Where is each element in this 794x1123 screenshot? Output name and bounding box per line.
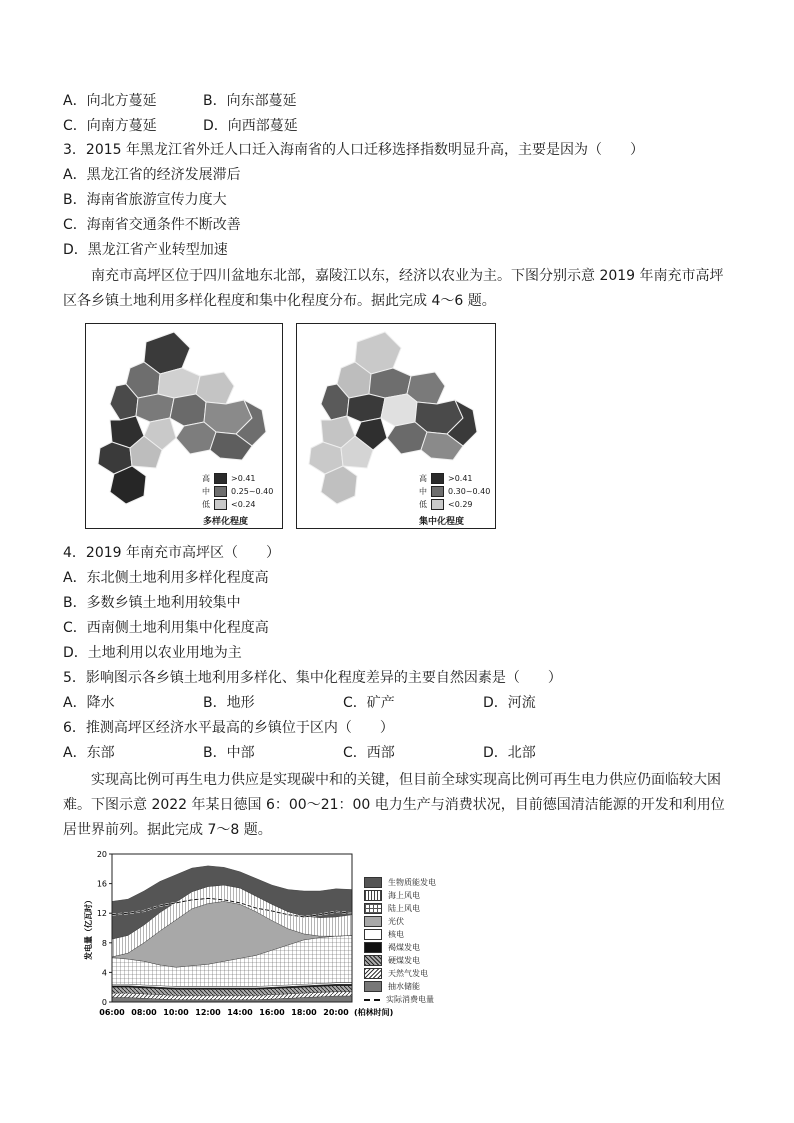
- q2-option-d: D．向西部蔓延: [203, 118, 298, 134]
- legend-label-solar: 光伏: [388, 917, 404, 926]
- legend2-low-value: <0.29: [448, 500, 473, 509]
- q4-option-a: A．东北侧土地利用多样化程度高: [63, 570, 269, 586]
- x-tick-label: 16:00: [259, 1008, 285, 1017]
- legend-swatch-gas: [364, 968, 382, 979]
- chart-areas: [112, 866, 352, 1002]
- intro-paragraph-1: 南充市高坪区位于四川盆地东北部，嘉陵江以东，经济以农业为主。下图分别示意 2019 年南充市高坪区各乡镇土地利用多样化程度和集中化程度分布。据此完成 4～6 题。: [63, 268, 724, 309]
- q5-stem: 5．影响图示各乡镇土地利用多样化、集中化程度差异的主要自然因素是（ ）: [63, 670, 562, 686]
- x-tick-label: 12:00: [195, 1008, 221, 1017]
- legend-label-gas: 天然气发电: [388, 969, 428, 978]
- legend-label-onshore: 陆上风电: [388, 904, 420, 913]
- y-tick-label: 4: [101, 968, 107, 978]
- legend-label-nuclear: 核电: [388, 930, 404, 939]
- legend2-low-swatch: [431, 499, 444, 510]
- legend2-mid-swatch: [431, 486, 444, 497]
- x-axis-label: (柏林时间): [354, 1008, 394, 1017]
- legend-swatch-nuclear: [364, 929, 382, 940]
- q4-option-c: C．西南侧土地利用集中化程度高: [63, 620, 269, 636]
- legend-mid-value: 0.25~0.40: [231, 487, 274, 496]
- legend2-high-label: 高: [419, 474, 427, 483]
- q6-option-b: B．中部: [203, 745, 255, 761]
- y-tick-label: 12: [96, 909, 107, 919]
- q2-option-b: B．向东部蔓延: [203, 93, 297, 109]
- legend-swatch-solar: [364, 916, 382, 927]
- y-axis-label: 发电量（亿瓦时）: [84, 896, 93, 960]
- map-diversity-title: 多样化程度: [203, 517, 249, 527]
- legend-label-consumption: 实际消费电量: [386, 995, 434, 1004]
- x-tick-label: 18:00: [291, 1008, 317, 1017]
- legend-label-offshore: 海上风电: [388, 891, 420, 900]
- x-tick-label: 10:00: [163, 1008, 189, 1017]
- y-tick-label: 16: [96, 879, 107, 889]
- q4-stem: 4．2019 年南充市高坪区（ ）: [63, 545, 280, 561]
- map-diversity-legend: [202, 472, 273, 511]
- legend-label-biomass: 生物质能发电: [388, 878, 436, 887]
- map-diversity: [85, 323, 283, 529]
- q2-option-c: C．向南方蔓延: [63, 118, 157, 134]
- legend2-high-swatch: [431, 473, 444, 484]
- legend-low-value: <0.24: [231, 500, 256, 509]
- q3-stem: 3．2015 年黑龙江省外迁人口迁入海南省的人口迁移选择指数明显升高，主要是因为（ ）: [63, 142, 644, 158]
- legend-swatch-hardcoal: [364, 955, 382, 966]
- intro-paragraph-2: 实现高比例可再生电力供应是实现碳中和的关键，但目前全球实现高比例可再生电力供应仍面临较大困难。下图示意 2022 年某日德国 6：00～21：00 电力生产与消费状况，目前德国清洁能源的开发和利用位居世界前列。据此完成 7～8 题。: [63, 772, 725, 838]
- power-chart: [80, 846, 460, 1026]
- legend-high-label: 高: [202, 474, 210, 483]
- q3-option-b: B．海南省旅游宣传力度大: [63, 192, 227, 208]
- q2-option-a: A．向北方蔓延: [63, 93, 157, 109]
- legend2-mid-value: 0.30~0.40: [448, 487, 491, 496]
- legend-swatch-offshore: [364, 890, 382, 901]
- q6-option-a: A．东部: [63, 745, 115, 761]
- map-concentration-legend: [419, 472, 490, 511]
- legend-high-value: >0.41: [231, 474, 256, 483]
- legend-swatch-pumped: [364, 981, 382, 992]
- legend2-low-label: 低: [419, 500, 427, 509]
- q3-option-a: A．黑龙江省的经济发展滞后: [63, 167, 241, 183]
- x-tick-label: 06:00: [99, 1008, 125, 1017]
- legend-swatch-lignite: [364, 942, 382, 953]
- x-tick-label: 08:00: [131, 1008, 157, 1017]
- map-concentration: [296, 323, 496, 529]
- q6-option-d: D．北部: [483, 745, 536, 761]
- q4-option-b: B．多数乡镇土地利用较集中: [63, 595, 241, 611]
- q3-option-d: D．黑龙江省产业转型加速: [63, 242, 228, 258]
- q4-option-d: D．土地利用以农业用地为主: [63, 645, 242, 661]
- y-tick-label: 0: [101, 998, 107, 1007]
- map-concentration-title: 集中化程度: [419, 517, 465, 527]
- chart-legend: [364, 876, 436, 1006]
- legend-swatch-consumption: [364, 999, 380, 1001]
- legend-high-swatch: [214, 473, 227, 484]
- q5-option-c: C．矿产: [343, 695, 395, 711]
- legend-swatch-biomass: [364, 877, 382, 888]
- x-tick-label: 20:00: [323, 1008, 349, 1017]
- y-tick-label: 8: [101, 938, 107, 948]
- legend-low-swatch: [214, 499, 227, 510]
- q6-option-c: C．西部: [343, 745, 395, 761]
- legend-mid-swatch: [214, 486, 227, 497]
- legend2-high-value: >0.41: [448, 474, 473, 483]
- q5-option-a: A．降水: [63, 695, 115, 711]
- legend-mid-label: 中: [202, 487, 210, 496]
- legend-label-hardcoal: 硬煤发电: [388, 956, 420, 965]
- q5-option-d: D．河流: [483, 695, 536, 711]
- q3-option-c: C．海南省交通条件不断改善: [63, 217, 241, 233]
- legend-low-label: 低: [202, 500, 210, 509]
- q6-stem: 6．推测高坪区经济水平最高的乡镇位于区内（ ）: [63, 720, 394, 736]
- legend-label-pumped: 抽水储能: [388, 982, 420, 991]
- x-tick-label: 14:00: [227, 1008, 253, 1017]
- y-tick-label: 20: [96, 850, 107, 859]
- legend2-mid-label: 中: [419, 487, 427, 496]
- legend-swatch-onshore: [364, 903, 382, 914]
- q5-option-b: B．地形: [203, 695, 255, 711]
- legend-label-lignite: 褐煤发电: [388, 943, 420, 952]
